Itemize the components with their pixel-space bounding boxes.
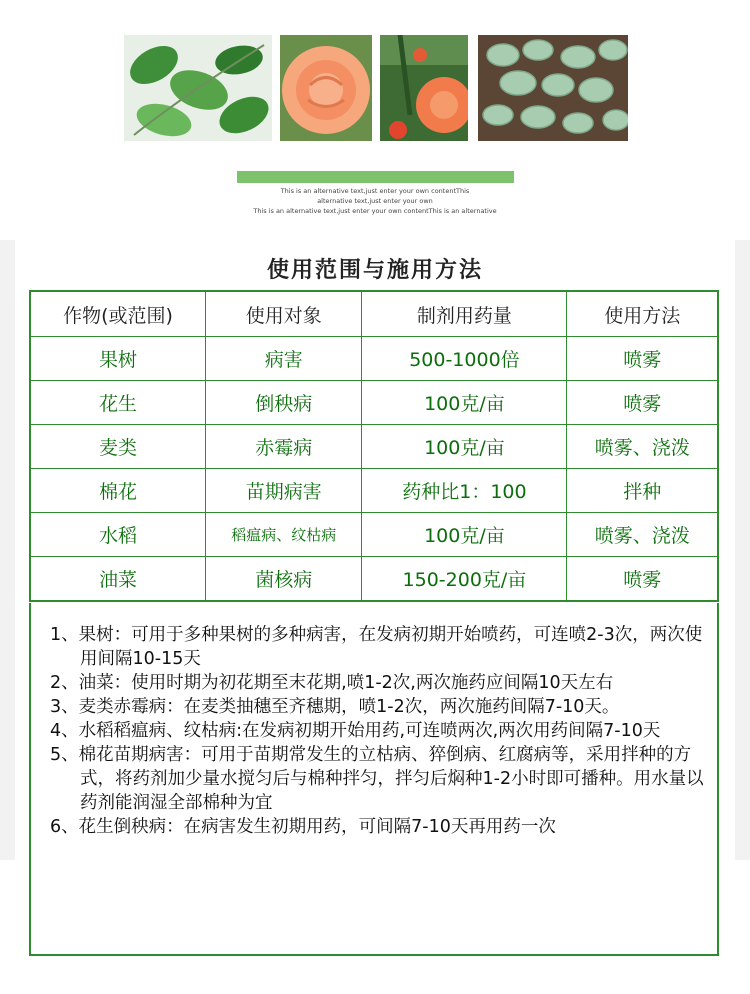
alt-text-line-3: This is an alternative text,just enter your own contentThis is an alternative	[253, 207, 497, 215]
table-row	[30, 513, 718, 557]
table-cell: 棉花	[30, 469, 206, 513]
decorative-bar	[237, 171, 514, 183]
table-header-row	[30, 291, 718, 337]
note-item: 4、水稻稻瘟病、纹枯病:在发病初期开始用药,可连喷两次,两次用药间隔7-10天	[50, 721, 661, 741]
succulent-photo	[478, 35, 628, 141]
table-row	[30, 557, 718, 602]
note-item: 2、油菜：使用时期为初花期至末花期,喷1-2次,两次施药应间隔10天左右	[50, 673, 614, 693]
table-row	[30, 469, 718, 513]
table-cell: 赤霉病	[206, 425, 362, 469]
table-cell: 病害	[206, 337, 362, 381]
leaves-photo	[124, 35, 272, 141]
table-cell: 500-1000倍	[362, 337, 567, 381]
note-item: 3、麦类赤霉病：在麦类抽穗至齐穗期，喷1-2次，两次施药间隔7-10天。	[50, 697, 620, 717]
table-cell: 150-200克/亩	[362, 557, 567, 602]
table-cell: 喷雾	[567, 337, 718, 381]
table-cell: 喷雾	[567, 381, 718, 425]
table-cell: 喷雾、浇泼	[567, 425, 718, 469]
table-cell: 倒秧病	[206, 381, 362, 425]
alt-text-line-2: alternative text,just enter your own	[317, 197, 433, 205]
table-cell: 100克/亩	[362, 513, 567, 557]
table-row	[30, 425, 718, 469]
header-cell: 制剂用药量	[362, 291, 567, 337]
table-row	[30, 381, 718, 425]
table-cell: 菌核病	[206, 557, 362, 602]
table-cell: 喷雾	[567, 557, 718, 602]
table-cell: 稻瘟病、纹枯病	[206, 513, 362, 557]
table-cell: 100克/亩	[362, 425, 567, 469]
flower-photo	[380, 35, 468, 141]
note-item: 6、花生倒秧病：在病害发生初期用药，可间隔7-10天再用药一次	[50, 817, 556, 837]
alt-text-line-1: This is an alternative text,just enter your own contentThis	[280, 187, 470, 195]
right-margin	[735, 240, 750, 860]
notes-list	[50, 623, 710, 839]
table-cell: 麦类	[30, 425, 206, 469]
table-cell: 药种比1：100	[362, 469, 567, 513]
table-cell: 花生	[30, 381, 206, 425]
table-cell: 水稻	[30, 513, 206, 557]
usage-table	[29, 290, 719, 602]
table-cell: 拌种	[567, 469, 718, 513]
table-cell: 100克/亩	[362, 381, 567, 425]
rose-photo	[280, 35, 372, 141]
table-row	[30, 337, 718, 381]
table-cell: 油菜	[30, 557, 206, 602]
table-cell: 喷雾、浇泼	[567, 513, 718, 557]
header-cell: 使用对象	[206, 291, 362, 337]
note-item: 5、棉花苗期病害：可用于苗期常发生的立枯病、猝倒病、红腐病等，采用拌种的方式，将药剂加少量水搅匀后与棉种拌匀，拌匀后焖种1-2小时即可播种。用水量以药剂能润湿全部棉种为宜	[50, 745, 704, 813]
note-item: 1、果树：可用于多种果树的多种病害，在发病初期开始喷药，可连喷2-3次，两次使用间隔10-15天	[50, 625, 703, 669]
page-title: 使用范围与施用方法	[266, 258, 483, 283]
header-cell: 使用方法	[567, 291, 718, 337]
left-margin	[0, 240, 15, 860]
header-cell: 作物(或范围)	[30, 291, 206, 337]
table-cell: 苗期病害	[206, 469, 362, 513]
table-cell: 果树	[30, 337, 206, 381]
